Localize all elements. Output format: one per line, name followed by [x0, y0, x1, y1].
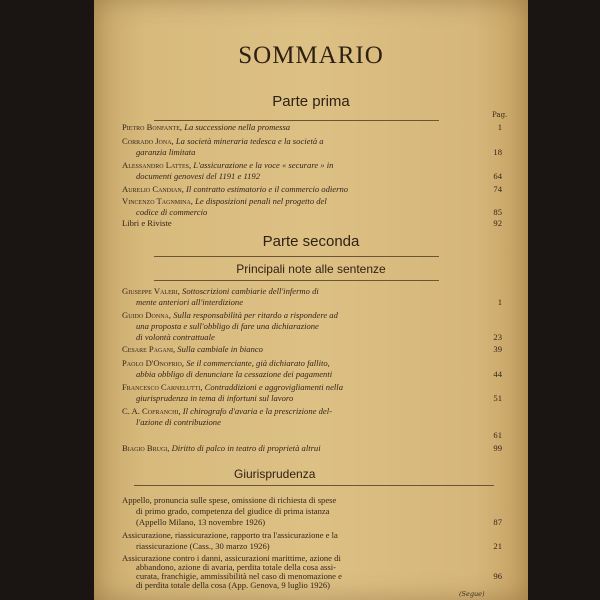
toc-entry-4-page: 74 [493, 184, 502, 194]
note-entry-5-page: 51 [493, 393, 502, 403]
toc-entry-2-page: 18 [493, 147, 502, 157]
note-entry-5-line-1: Francesco Carnelutti, Contraddizioni e aggrovigliamenti nella [122, 382, 343, 392]
toc-entry-6-line-1: Libri e Riviste [122, 218, 172, 228]
note-entry-7-line-1: Biagio Brugi, Diritto di palco in teatro di proprietà altrui [122, 443, 321, 453]
toc-entry-1-page: 1 [497, 122, 502, 132]
note-entry-4-line-1: Paolo D'Onofrio, Se il commerciante, già dichiarato fallito, [122, 358, 330, 368]
document-page [94, 0, 528, 600]
note-entry-4-line-2: abbia obbligo di denunciare la cessazione dei pagamenti [136, 369, 333, 379]
note-entry-6-line-2: l'azione di contribuzione [136, 417, 221, 427]
toc-entry-5-page: 85 [493, 207, 502, 217]
note-entry-1-line-1: Giuseppe Valeri, Sottoscrizioni cambiarie dell'infermo di [122, 286, 319, 296]
giur-entry-2-line-2: riassicurazione (Cass., 30 marzo 1926) [136, 541, 270, 551]
giur-entry-2-line-1: Assicurazione, riassicurazione, rapporto tra l'assicurazione e la [122, 530, 338, 540]
toc-entry-2-line-2: garanzia limitata [136, 147, 196, 157]
giur-entry-3-line-1: Assicurazione contro i danni, assicurazioni marittime, azione di [122, 553, 341, 563]
toc-entry-3-line-2: documenti genovesi del 1191 e 1192 [136, 171, 261, 181]
divider [134, 485, 494, 486]
note-entry-2-line-1: Guido Donna, Sulla responsabilità per ritardo a rispondere ad [122, 310, 338, 320]
giur-entry-1-line-2: di primo grado, competenza del giudice di prima istanza [136, 506, 330, 516]
note-entry-3-page: 39 [493, 344, 502, 354]
note-entry-4-page: 44 [493, 369, 502, 379]
giur-entry-1-page: 87 [493, 517, 502, 527]
giur-entry-1-line-3: (Appello Milano, 13 novembre 1926) [136, 517, 266, 527]
parte-prima-heading: Parte prima [272, 93, 350, 110]
note-sentenze-heading: Principali note alle sentenze [236, 262, 386, 276]
toc-entry-1-line-1: Pietro Bonfante, La successione nella promessa [122, 122, 291, 132]
note-entry-6-line-1: C. A. Cofranchi, Il chirografo d'avaria e la prescrizione del- [122, 406, 332, 416]
giur-entry-2-page: 21 [493, 541, 502, 551]
toc-entry-2-line-1: Corrado Jona, La società mineraria tedesca e la società a [122, 136, 324, 146]
toc-entry-3-page: 64 [493, 171, 502, 181]
parte-seconda-heading: Parte seconda [262, 233, 360, 250]
note-entry-7-page: 99 [493, 443, 502, 453]
giur-entry-1-line-1: Appello, pronuncia sulle spese, omissione di richiesta di spese [122, 495, 337, 505]
toc-entry-5-line-1: Vincenzo Tagnmina, Le disposizioni penali nel progetto del [122, 196, 327, 206]
note-entry-3-line-1: Cesare Pagani, Sulla cambiale in bianco [122, 344, 263, 354]
giur-entry-3-line-3: curata, franchigie, ammissibilità nel caso di menomazione e [136, 571, 342, 581]
note-entry-2-page: 23 [493, 332, 502, 342]
giurisprudenza-heading: Giurisprudenza [234, 467, 316, 481]
note-entry-6-page: 61 [493, 430, 502, 440]
page-title: SOMMARIO [238, 42, 384, 69]
giur-entry-3-line-2: abbandono, azione di avaria, perdita totale della cosa assi- [136, 562, 336, 572]
note-entry-1-line-2: mente anteriori all'interdizione [136, 297, 244, 307]
note-entry-5-line-2: giurisprudenza in tema di infortuni sul lavoro [136, 393, 294, 403]
note-entry-1-page: 1 [497, 297, 502, 307]
giur-entry-3-line-4: di perdita totale della cosa (App. Genova, 9 luglio 1926) [136, 580, 331, 590]
page-column-label: Pag. [492, 111, 508, 119]
divider [154, 120, 439, 121]
note-entry-2-line-3: di volontà contrattuale [136, 332, 215, 342]
note-entry-2-line-2: una proposta e sull'obbligo di fare una dichiarazione [136, 321, 319, 331]
toc-entry-5-line-2: codice di commercio [136, 207, 208, 217]
continued-note: (Segue) [459, 590, 485, 598]
giur-entry-3-page: 96 [493, 571, 502, 581]
toc-entry-3-line-1: Alessandro Lattes, L'assicurazione e la voce « securare » in [122, 160, 334, 170]
divider [154, 280, 439, 281]
divider [154, 256, 439, 257]
toc-entry-6-page: 92 [493, 218, 502, 228]
toc-entry-4-line-1: Aurelio Candian, Il contratto estimatorio e il commercio odierno [122, 184, 349, 194]
